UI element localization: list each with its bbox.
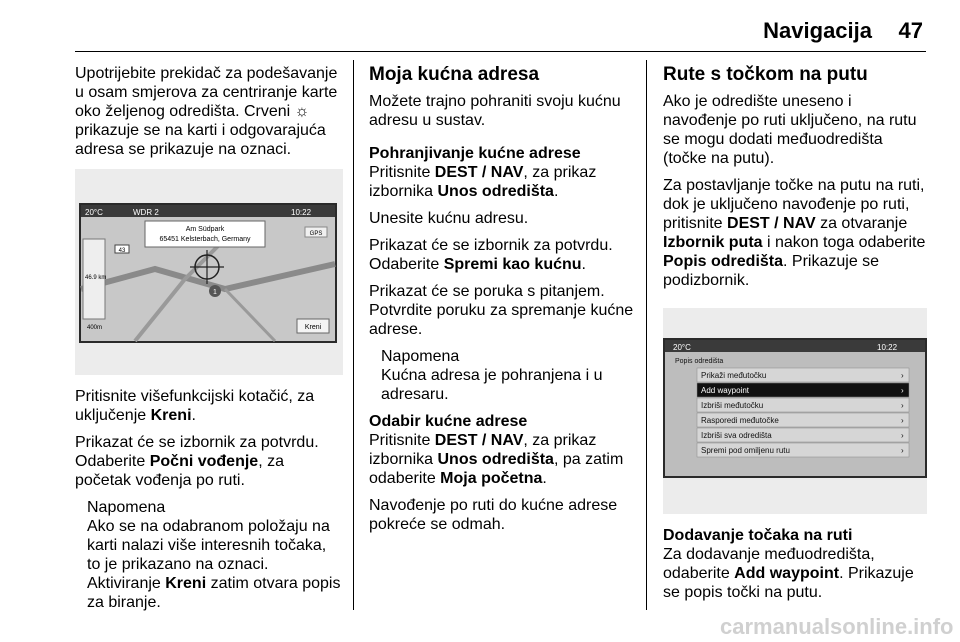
paragraph: Ako je odredište uneseno i navođenje po ruti uključeno, na rutu se mogu dodati međuodredišta (točke na putu). — [663, 93, 917, 167]
paragraph: Za dodavanje međuodredišta, odaberite Add waypoint. Prikazuje se popis točki na putu. — [663, 546, 914, 601]
paragraph: Prikazat će se poruka s pitanjem. Potvrdite poruku za spremanje kućne adrese. — [369, 283, 634, 338]
page-number: 47 — [898, 18, 923, 43]
note-text: Kućna adresa je pohranjena i u adresaru. — [381, 367, 603, 403]
map-screenshot — [75, 169, 343, 375]
section-heading: Rute s točkom na putu — [663, 64, 868, 85]
chevron-right-icon: › — [901, 431, 904, 440]
chevron-right-icon: › — [901, 371, 904, 380]
menu-time: 10:22 — [877, 343, 898, 352]
column-2 — [369, 64, 637, 542]
paragraph: Prikazat će se izbornik za potvrdu. Odaberite Počni vođenje, za početak vođenja po ruti. — [75, 434, 319, 489]
map-address-line2: 65451 Kelsterbach, Germany — [159, 236, 251, 243]
paragraph: Pritisnite DEST / NAV, za prikaz izbornika Unos odredišta. — [369, 164, 597, 200]
road-label: 43 — [118, 248, 126, 254]
menu-item-label: Prikaži međutočku — [701, 371, 767, 380]
column-1 — [75, 64, 343, 620]
menu-item-label: Rasporedi međutočke — [701, 416, 779, 425]
menu-item-label: Add waypoint — [701, 386, 750, 395]
map-station: WDR 2 — [133, 208, 159, 217]
note — [87, 498, 343, 612]
menu-item-label: Spremi pod omiljenu rutu — [701, 446, 790, 455]
note — [381, 347, 637, 404]
subheading: Dodavanje točaka na ruti — [663, 527, 853, 544]
route-marker: 1 — [213, 289, 217, 296]
paragraph: Za postavljanje točke na putu na ruti, dok je uključeno navođenje po ruti, pritisnite DEST / NAV za otvaranje Izbornik puta i nakon toga odaberite Popis odredišta. Prikazuje se podizbornik. — [663, 177, 926, 289]
watermark: carmanualsonline.info — [720, 614, 954, 639]
chevron-right-icon: › — [901, 386, 904, 395]
paragraph: Upotrijebite prekidač za podešavanje u osam smjerova za centriranje karte oko željenog odredišta. Crveni ☼ prikazuje se na karti i odgovarajuća adresa se prikazuje na oznaci. — [75, 65, 338, 158]
page-title: Navigacija — [763, 18, 872, 43]
menu-screen-title: Popis odredišta — [675, 358, 724, 365]
note-title: Napomena — [87, 499, 166, 516]
gps-badge: GPS — [309, 231, 323, 237]
menu-item-label: Izbriši sva odredišta — [701, 431, 772, 440]
header-divider — [75, 51, 926, 52]
page-header — [0, 0, 960, 52]
map-temp: 20°C — [85, 208, 103, 217]
column-divider-1 — [353, 60, 354, 610]
paragraph: Pritisnite višefunkcijski kotačić, za uključenje Kreni. — [75, 388, 315, 424]
map-address-line1: Am Südpark — [185, 226, 225, 233]
subheading: Pohranjivanje kućne adrese — [369, 145, 581, 162]
distance-readout: 46.9 km — [85, 275, 107, 281]
menu-item-label: Izbriši međutočku — [701, 401, 764, 410]
column-3 — [663, 64, 927, 610]
subheading: Odabir kućne adrese — [369, 413, 528, 430]
note-text: Ako se na odabranom položaju na karti nalazi više interesnih točaka, to je prikazano na oznaci. Aktiviranje Kreni zatim otvara popis za biranje. — [87, 518, 341, 611]
column-divider-2 — [646, 60, 647, 610]
menu-temp: 20°C — [673, 343, 691, 352]
paragraph: Pritisnite DEST / NAV, za prikaz izbornika Unos odredišta, pa zatim odaberite Moja početna. — [369, 432, 624, 487]
menu-screenshot — [663, 308, 927, 514]
paragraph: Unesite kućnu adresu. — [369, 210, 529, 227]
map-scale: 400m — [87, 325, 103, 331]
map-go-button[interactable]: Kreni — [304, 324, 322, 331]
paragraph: Navođenje po ruti do kućne adrese pokreće se odmah. — [369, 497, 618, 533]
chevron-right-icon: › — [901, 446, 904, 455]
section-heading: Moja kućna adresa — [369, 64, 540, 85]
paragraph: Prikazat će se izbornik za potvrdu. Odaberite Spremi kao kućnu. — [369, 237, 613, 273]
note-title: Napomena — [381, 348, 460, 365]
paragraph: Možete trajno pohraniti svoju kućnu adresu u sustav. — [369, 93, 621, 129]
chevron-right-icon: › — [901, 416, 904, 425]
chevron-right-icon: › — [901, 401, 904, 410]
map-time: 10:22 — [291, 208, 312, 217]
